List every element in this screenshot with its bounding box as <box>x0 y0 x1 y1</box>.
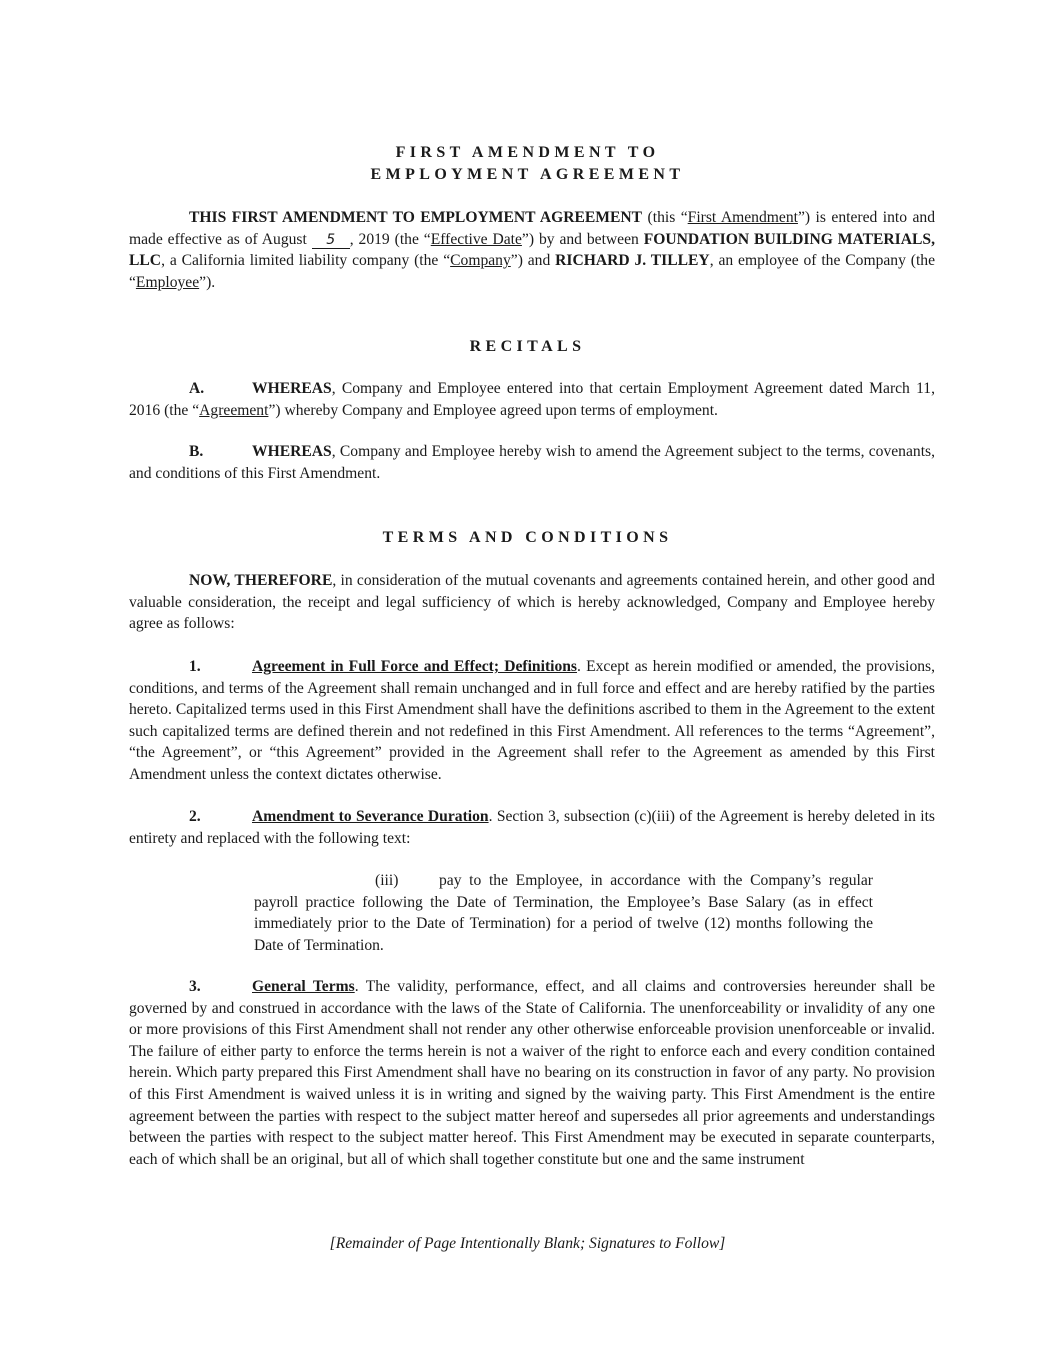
handwritten-day: 5 <box>312 232 350 249</box>
section-2-number: 2. <box>189 808 201 825</box>
intro-paragraph: THIS FIRST AMENDMENT TO EMPLOYMENT AGREEMENT (this “First Amendment”) is entered into and made effective as of August 5 , 2019 (the “Effective Date”) by and between FOUNDATION BUILDING MATERIALS, LLC, a California limited liability company (the “Company”) and RICHARD J. TILLEY, an employee of the Company (the “Employee”). <box>129 209 936 291</box>
section-1: 1. Agreement in Full Force and Effect; Definitions. Except as herein modified or amended, the provisions, conditions, and terms of the Agreement shall remain unchanged and in full force and effect and are hereby ratified by the parties hereto. Capitalized terms used in this First Amendment shall have the definitions ascribed to them in the Agreement to the extent such capitalized terms are defined therein and not redefined in this First Amendment. All references to the terms “Agreement”, “the Agreement”, or “this Agreement” provided in the Agreement shall refer to the Agreement as amended by this First Amendment unless the context dictates otherwise. <box>129 658 936 783</box>
section-2-title: Amendment to Severance Duration <box>252 808 489 825</box>
company-name: FOUNDATION BUILDING MATERIALS, LLC <box>129 230 935 270</box>
section-2: 2. Amendment to Severance Duration. Section 3, subsection (c)(iii) of the Agreement is hereby deleted in its entirety and replaced with the following text: <box>129 808 936 847</box>
defined-term-agreement: Agreement <box>199 401 269 419</box>
recital-a-label: A. <box>189 380 205 397</box>
defined-term-company: Company <box>450 252 511 270</box>
defined-term-effective-date: Effective Date <box>430 230 522 248</box>
section-1-title: Agreement in Full Force and Effect; Definitions <box>252 658 578 675</box>
document-title <box>0 142 1055 186</box>
recitals-heading: RECITALS <box>469 338 586 355</box>
title-line-1: FIRST AMENDMENT TO <box>395 144 660 161</box>
now-therefore-paragraph: NOW, THEREFORE, in consideration of the mutual covenants and agreements contained herein, and other good and valuable consideration, the receipt and legal sufficiency of which is hereby acknowledged, Company and Employee hereby agree as follows: <box>129 572 935 633</box>
terms-heading: TERMS AND CONDITIONS <box>382 529 673 546</box>
defined-term-first-amendment: First Amendment <box>687 209 798 226</box>
recital-b: B. WHEREAS, Company and Employee hereby wish to amend the Agreement subject to the terms, covenants, and conditions of this First Amendment. <box>129 443 935 482</box>
employee-name: RICHARD J. TILLEY <box>555 252 710 270</box>
recital-b-label: B. <box>189 443 204 460</box>
section-2-replacement-text: (iii) pay to the Employee, in accordance with the Company’s regular payroll practice following the Date of Termination, the Employee’s Base Salary (as in effect immediately prior to the Date of Termination) for a period of twelve (12) months following the Date of Termination. <box>254 872 873 954</box>
section-3: 3. General Terms. The validity, performance, effect, and all claims and controversies hereunder shall be governed by and construed in accordance with the laws of the State of California. The unenforceability or invalidity of any one or more provisions of this First Amendment shall not render any other otherwise enforceable provision unenforceable or invalid. The failure of either party to enforce the terms herein is not a waiver of the right to enforce each and every condition contained herein. Which party prepared this First Amendment shall have no bearing on its construction in favor of any party. No provision of this First Amendment is waived unless it is in writing and signed by the waiving party. This First Amendment is the entire agreement between the parties with respect to the subject matter hereof and supersedes all prior agreements and understandings between the parties with respect to the subject matter hereof. This First Amendment may be executed in separate counterparts, each of which shall be an original, but all of which shall together constitute but one and the same instrument <box>129 978 935 1168</box>
defined-term-employee: Employee <box>135 273 200 291</box>
section-3-title: General Terms <box>252 978 355 995</box>
page-footer-note: [Remainder of Page Intentionally Blank; Signatures to Follow] <box>329 1235 726 1252</box>
title-line-2: EMPLOYMENT AGREEMENT <box>370 166 685 183</box>
section-3-number: 3. <box>189 978 201 995</box>
section-1-number: 1. <box>189 658 201 675</box>
recital-a: A. WHEREAS, Company and Employee entered into that certain Employment Agreement dated March 11, 2016 (the “Agreement”) whereby Company and Employee agreed upon terms of employment. <box>129 380 935 419</box>
subsection-iii-label: (iii) <box>375 872 399 889</box>
